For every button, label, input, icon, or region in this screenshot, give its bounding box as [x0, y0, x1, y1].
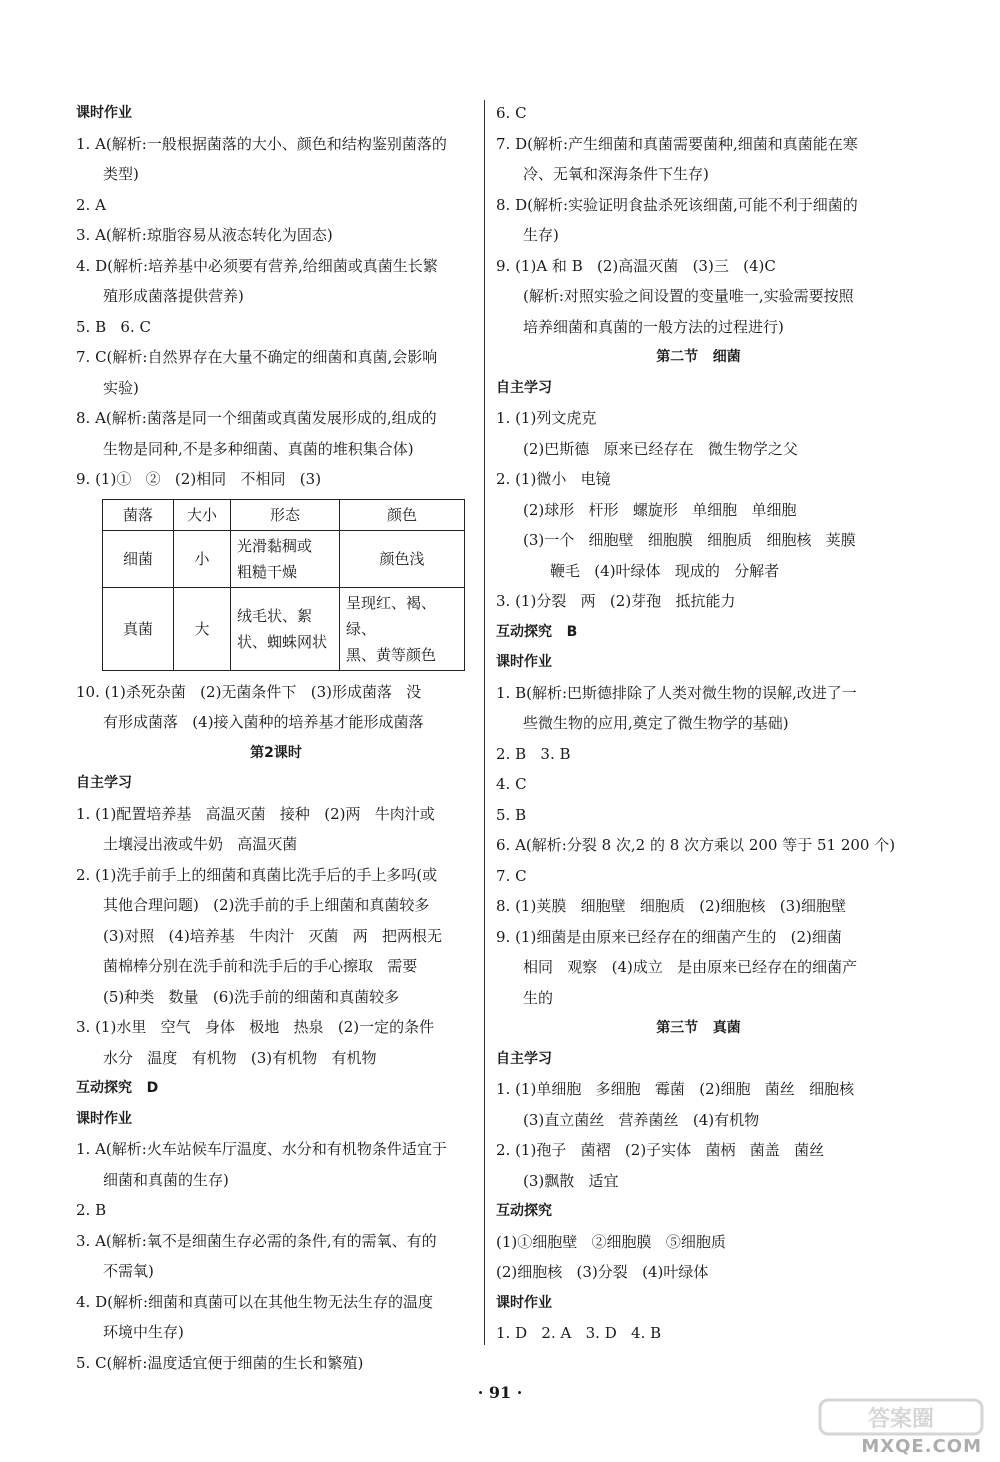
table-cell: 小: [174, 530, 231, 587]
answer-line: 2. (1)洗手前手上的细菌和真菌比洗手后的手上多吗(或: [76, 865, 438, 884]
answer-line: (3)直立菌丝 营养菌丝 (4)有机物: [523, 1110, 760, 1129]
answer-line: 生存): [523, 226, 559, 244]
answer-line: (3)飘散 适宜: [523, 1171, 619, 1190]
answer-line: 5. B 6. C: [76, 317, 151, 336]
heading-interactive: 互动探究: [496, 1203, 552, 1219]
answer-line: 环境中生存): [103, 1323, 184, 1341]
heading-homework: 课时作业: [496, 1294, 552, 1311]
cell-line: 绒毛状、絮: [237, 606, 313, 625]
answer-line: 相同 观察 (4)成立 是由原来已经存在的细菌产: [523, 958, 858, 976]
answer-line: (2)巴斯德 原来已经存在 微生物学之父: [523, 439, 798, 458]
heading-self-study: 自主学习: [496, 1050, 552, 1067]
cell-line: 黑、黄等颜色: [346, 645, 437, 664]
table-header: 颜色: [340, 499, 465, 530]
answer-line: 土壤浸出液或牛奶 高温灭菌: [103, 835, 298, 853]
answer-line: (2)细胞核 (3)分裂 (4)叶绿体: [496, 1263, 709, 1281]
answer-line: (3)一个 细胞壁 细胞膜 细胞质 细胞核 荚膜: [523, 531, 856, 549]
answer-line: 冷、无氧和深海条件下生存): [523, 165, 709, 183]
answer-line: (5)种类 数量 (6)洗手前的细菌和真菌较多: [103, 987, 400, 1006]
answer-line: 3. A(解析:氧不是细菌生存必需的条件,有的需氧、有的: [76, 1231, 437, 1250]
heading-interactive: 互动探究 B: [496, 623, 578, 640]
answer-line: 类型): [103, 165, 139, 183]
answer-line: 1. D 2. A 3. D 4. B: [496, 1324, 662, 1342]
answer-line: 5. C(解析:温度适宜便于细菌的生长和繁殖): [76, 1353, 364, 1372]
section-title-fungi: 第三节 真菌: [656, 1020, 741, 1036]
answer-line: 水分 温度 有机物 (3)有机物 有机物: [103, 1048, 377, 1067]
answer-line: (3)对照 (4)培养基 牛肉汁 灭菌 两 把两根无: [103, 926, 443, 945]
answer-line: (1)①细胞壁 ②细胞膜 ⑤细胞质: [496, 1232, 726, 1251]
answer-line: 有形成菌落 (4)接入菌种的培养基才能形成菌落: [103, 713, 424, 731]
colony-comparison-table: [102, 499, 465, 671]
answer-line: (2)球形 杆形 螺旋形 单细胞 单细胞: [523, 500, 797, 519]
heading-homework: 课时作业: [76, 1110, 132, 1127]
answer-line: 4. D(解析:培养基中必须要有营养,给细菌或真菌生长繁: [76, 256, 438, 275]
answer-line: 些微生物的应用,奠定了微生物学的基础): [523, 714, 789, 732]
answer-line: 6. A(解析:分裂 8 次,2 的 8 次方乘以 200 等于 51 200 个): [496, 836, 896, 854]
cell-line: 粗糙干燥: [237, 562, 298, 581]
table-header: 菌落: [103, 499, 174, 530]
column-divider: [484, 100, 485, 1345]
right-column: [496, 98, 901, 1349]
answer-line: 5. B: [496, 805, 527, 824]
answer-line: 1. A(解析:火车站候车厅温度、水分和有机物条件适宜于: [76, 1140, 447, 1158]
table-row: [103, 587, 465, 670]
answer-line: 1. B(解析:巴斯德排除了人类对微生物的误解,改进了一: [496, 683, 857, 702]
section-title-bacteria: 第二节 细菌: [656, 349, 741, 365]
answer-line: 9. (1)① ② (2)相同 不相同 (3): [76, 470, 322, 488]
heading-homework: 课时作业: [76, 105, 132, 121]
heading-homework: 课时作业: [496, 654, 552, 670]
answer-line: 2. (1)孢子 菌褶 (2)子实体 菌柄 菌盖 菌丝: [496, 1141, 825, 1159]
table-cell: [340, 587, 465, 670]
table-cell: 真菌: [103, 587, 174, 670]
section-title-lesson2: 第2课时: [250, 744, 302, 761]
answer-line: 1. (1)列文虎克: [496, 409, 597, 427]
answer-line: 其他合理问题) (2)洗手前的手上细菌和真菌较多: [103, 896, 430, 914]
answer-line: 10. (1)杀死杂菌 (2)无菌条件下 (3)形成菌落 没: [76, 682, 422, 701]
answer-line: 4. D(解析:细菌和真菌可以在其他生物无法生存的温度: [76, 1292, 434, 1311]
table-cell: 颜色浅: [340, 530, 465, 587]
answer-line: 7. C: [496, 866, 527, 885]
table-header: 大小: [174, 499, 231, 530]
table-cell: [231, 530, 340, 587]
table-row: [103, 530, 465, 587]
left-column: [76, 98, 476, 1378]
answer-line: 2. B: [76, 1201, 107, 1219]
answer-line: 2. B 3. B: [496, 744, 571, 763]
answer-line: 2. A: [76, 195, 106, 214]
answer-line: 培养细菌和真菌的一般方法的过程进行): [523, 317, 784, 336]
answer-line: 6. C: [496, 104, 527, 122]
answer-line: 7. D(解析:产生细菌和真菌需要菌种,细菌和真菌能在寒: [496, 134, 858, 153]
answer-line: 实验): [103, 378, 139, 397]
heading-self-study: 自主学习: [496, 379, 552, 396]
answer-line: 细菌和真菌的生存): [103, 1170, 229, 1189]
answer-line: 9. (1)A 和 B (2)高温灭菌 (3)三 (4)C: [496, 256, 776, 275]
table-header: 形态: [231, 499, 340, 530]
answer-line: 2. (1)微小 电镜: [496, 470, 611, 488]
answer-line: 8. (1)荚膜 细胞壁 细胞质 (2)细胞核 (3)细胞壁: [496, 897, 847, 915]
answer-line: 7. C(解析:自然界存在大量不确定的细菌和真菌,会影响: [76, 348, 438, 366]
table-cell: 细菌: [103, 530, 174, 587]
heading-interactive: 互动探究 D: [76, 1080, 159, 1096]
answer-line: 1. (1)配置培养基 高温灭菌 接种 (2)两 牛肉汁或: [76, 804, 435, 823]
table-cell: [231, 587, 340, 670]
answer-line: 生物是同种,不是多种细菌、真菌的堆积集合体): [103, 439, 414, 458]
answer-line: 1. A(解析:一般根据菌落的大小、颜色和结构鉴别菌落的: [76, 134, 447, 153]
answer-line: 4. C: [496, 775, 527, 793]
answer-line: 9. (1)细菌是由原来已经存在的细菌产生的 (2)细菌: [496, 927, 842, 946]
cell-line: 状、蜘蛛网状: [237, 632, 328, 651]
cell-line: 呈现红、褐、绿、: [346, 593, 437, 638]
answer-line: 不需氧): [103, 1262, 154, 1280]
answer-line: (解析:对照实验之间设置的变量唯一,实验需要按照: [523, 287, 854, 305]
table-cell: 大: [174, 587, 231, 670]
answer-line: 菌棉棒分别在洗手前和洗手后的手心擦取 需要: [103, 957, 418, 975]
table-header-row: [103, 499, 465, 530]
answer-line: 3. A(解析:琼脂容易从液态转化为固态): [76, 226, 333, 244]
answer-line: 1. (1)单细胞 多细胞 霉菌 (2)细胞 菌丝 细胞核: [496, 1080, 855, 1098]
answer-line: 生的: [523, 988, 554, 1007]
answer-line: 3. (1)分裂 两 (2)芽孢 抵抗能力: [496, 592, 736, 610]
heading-self-study: 自主学习: [76, 775, 132, 791]
answer-line: 3. (1)水里 空气 身体 极地 热泉 (2)一定的条件: [76, 1018, 435, 1036]
answer-line: 殖形成菌落提供营养): [103, 287, 244, 305]
cell-line: 光滑黏稠或: [237, 536, 313, 555]
watermark-logo-text: 答案圈: [867, 1407, 935, 1432]
answer-line: 8. A(解析:菌落是同一个细菌或真菌发展形成的,组成的: [76, 409, 437, 427]
answer-line: 鞭毛 (4)叶绿体 现成的 分解者: [550, 561, 780, 580]
watermark-text: MXQE.COM: [861, 1436, 982, 1457]
answer-line: 8. D(解析:实验证明食盐杀死该细菌,可能不利于细菌的: [496, 195, 858, 214]
page-number: · 91 ·: [477, 1383, 523, 1402]
